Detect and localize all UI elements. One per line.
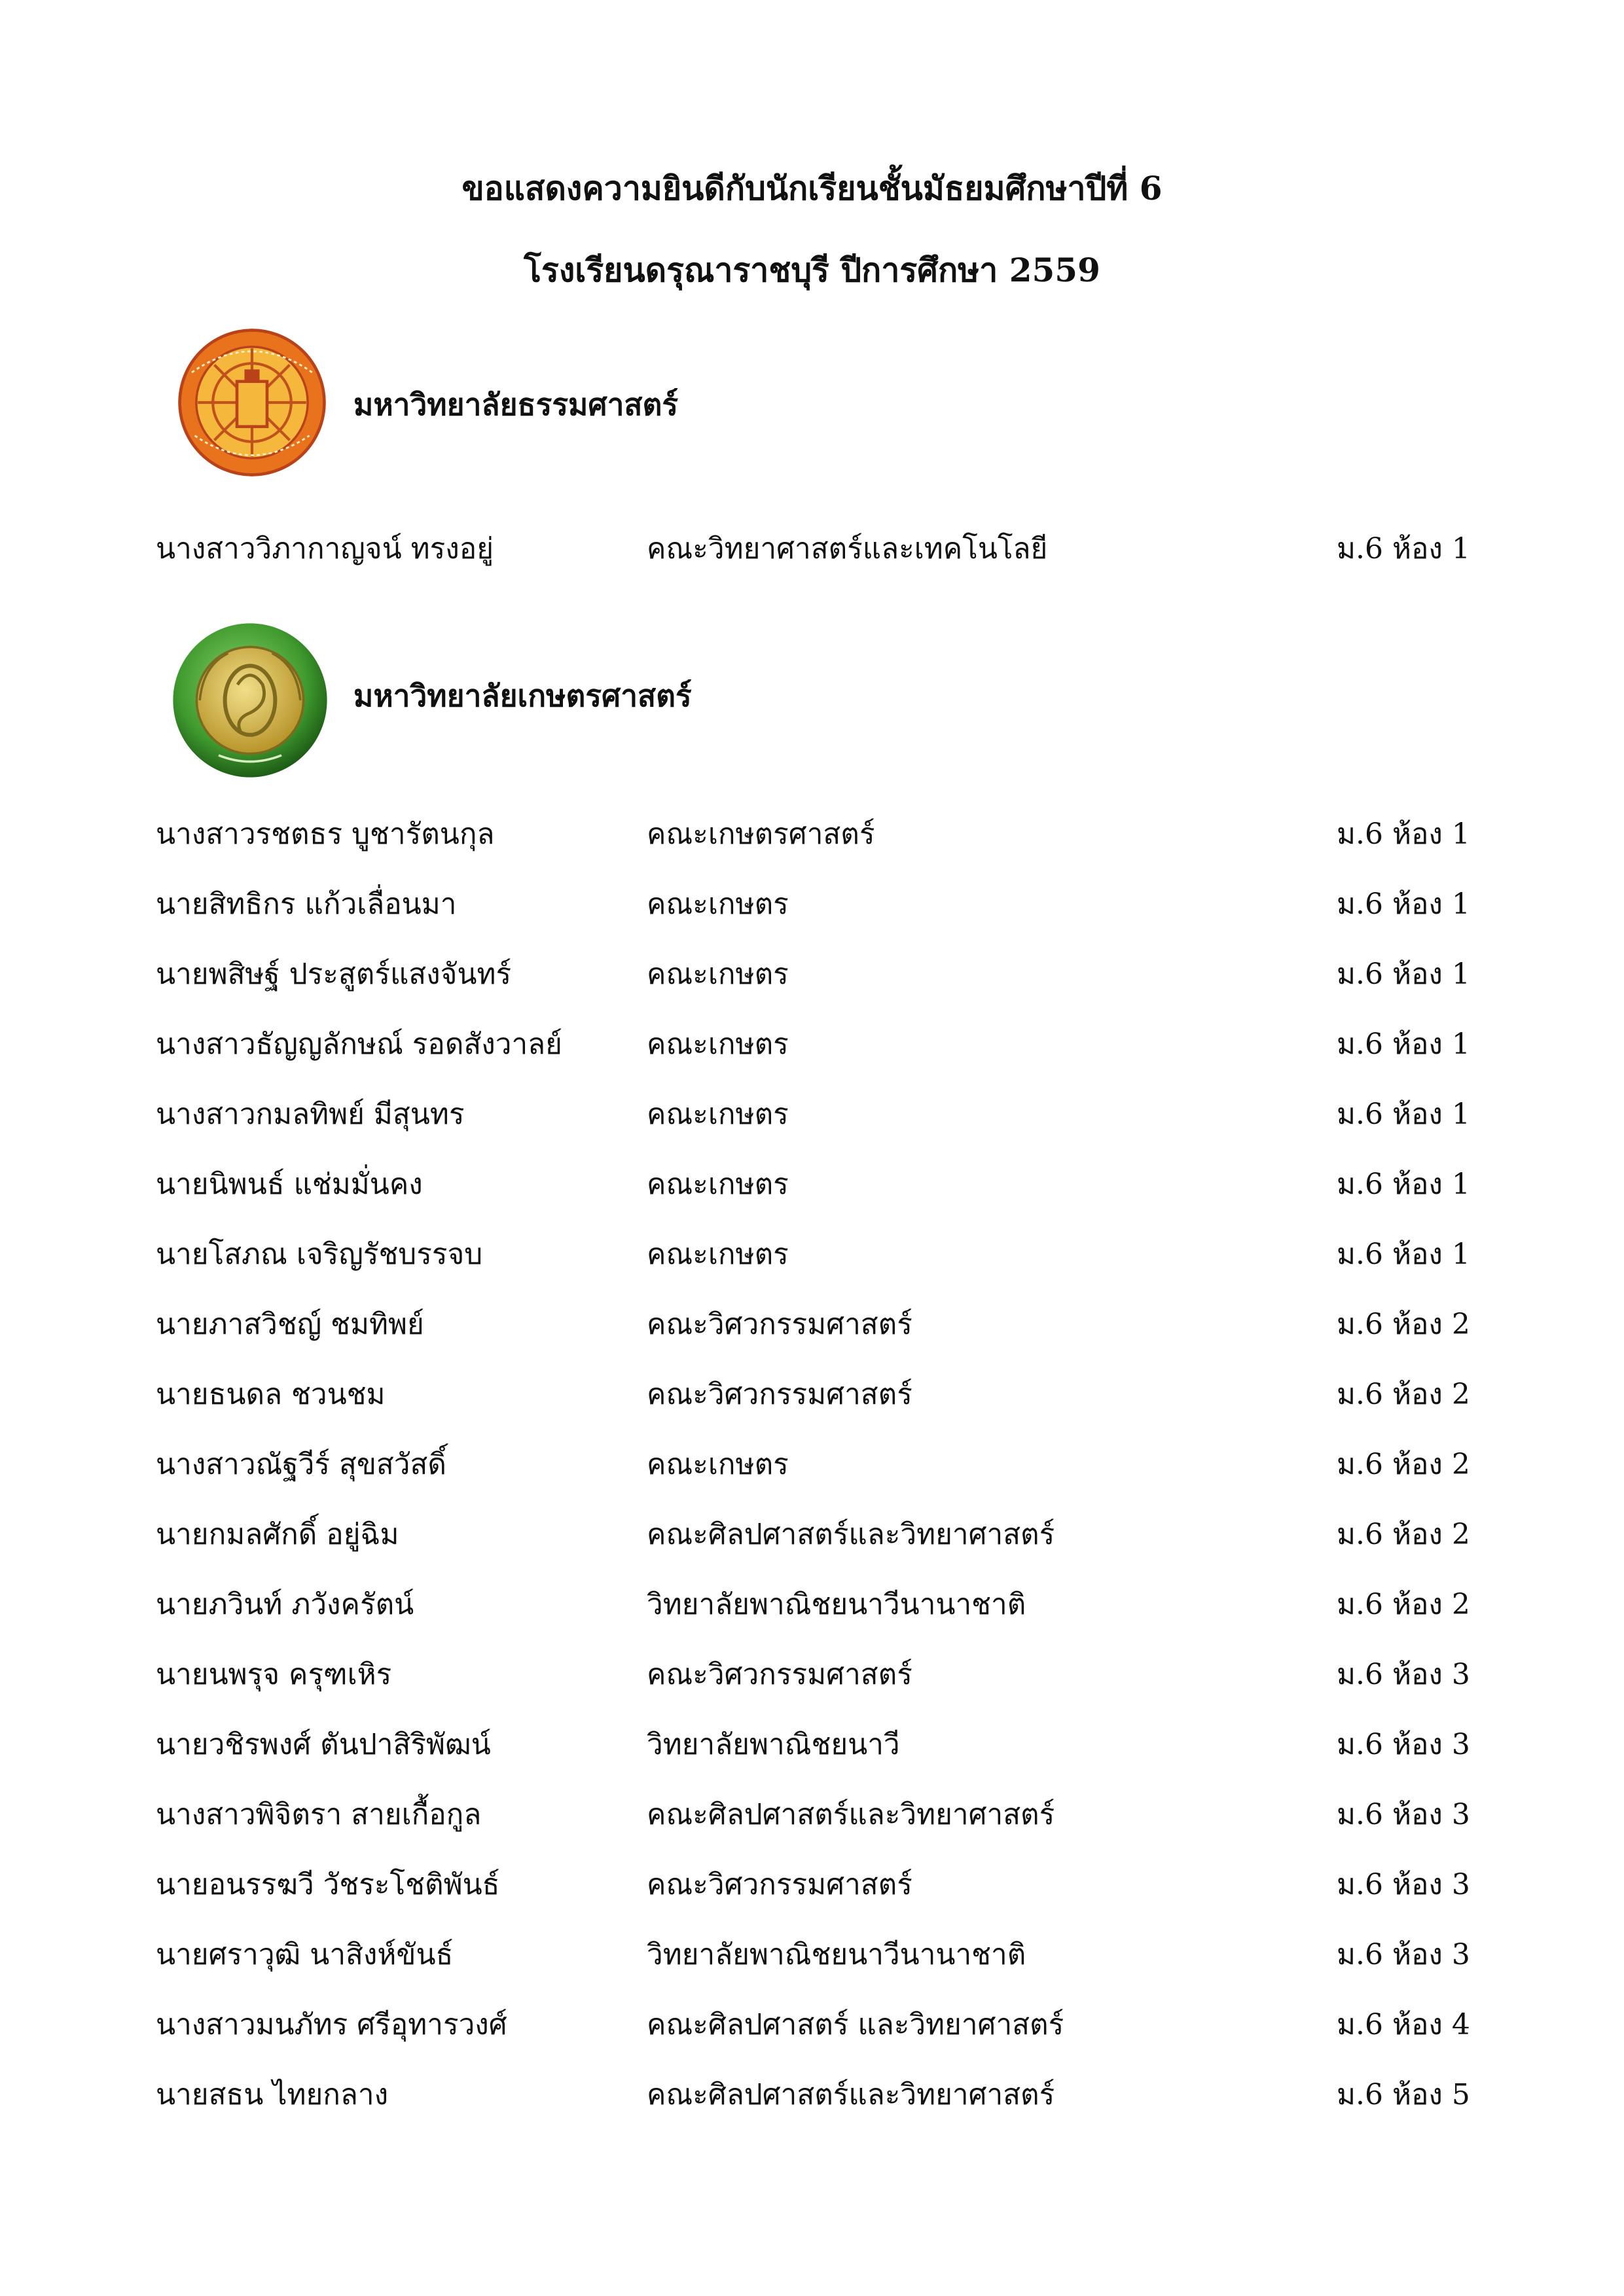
student-class: ม.6 ห้อง 2: [1337, 1448, 1470, 1481]
student-faculty: คณะเกษตร: [647, 958, 789, 991]
student-name: นายกมลศักดิ์ อยู่ฉิม: [156, 1518, 399, 1551]
student-faculty: วิทยาลัยพาณิชยนาวีนานาชาติ: [647, 1588, 1026, 1621]
page-title: ขอแสดงความยินดีกับนักเรียนชั้นมัธยมศึกษาปีที่ 6: [461, 169, 1163, 207]
university-section-thammasat: [177, 327, 962, 478]
student-class: ม.6 ห้อง 5: [1337, 2078, 1470, 2111]
student-name: นายโสภณ เจริญรัชบรรจบ: [156, 1238, 483, 1271]
student-faculty: คณะวิศวกรรมศาสตร์: [647, 1868, 912, 1901]
student-row: [0, 1655, 1624, 1695]
university-name: มหาวิทยาลัยธรรมศาสตร์: [353, 387, 679, 422]
student-name: นายพสิษฐ์ ประสูตร์แสงจันทร์: [156, 958, 512, 991]
student-class: ม.6 ห้อง 1: [1337, 888, 1470, 921]
student-name: นางสาวมนภัทร ศรีอุทารวงศ์: [156, 2008, 507, 2041]
student-faculty: คณะเกษตร: [647, 1168, 789, 1201]
student-name: นายภวินท์ ภวังครัตน์: [156, 1588, 414, 1621]
student-row: [0, 2005, 1624, 2045]
university-section-kasetsart: [171, 622, 957, 772]
student-class: ม.6 ห้อง 3: [1337, 1798, 1470, 1831]
student-row: [0, 955, 1624, 994]
kasetsart-seal-icon: [171, 622, 329, 779]
student-faculty: วิทยาลัยพาณิชยนาวี: [647, 1728, 900, 1761]
page-subtitle: โรงเรียนดรุณาราชบุรี ปีการศึกษา 2559: [524, 251, 1100, 289]
student-class: ม.6 ห้อง 2: [1337, 1378, 1470, 1411]
student-class: ม.6 ห้อง 3: [1337, 1868, 1470, 1901]
student-faculty: วิทยาลัยพาณิชยนาวีนานาชาติ: [647, 1938, 1026, 1971]
student-row: [0, 1165, 1624, 1204]
thammasat-seal-icon: [177, 327, 327, 478]
student-faculty: คณะเกษตร: [647, 888, 789, 921]
student-faculty: คณะศิลปศาสตร์และวิทยาศาสตร์: [647, 1798, 1055, 1831]
student-row: [0, 815, 1624, 854]
student-name: นางสาวพิจิตรา สายเกื้อกูล: [156, 1798, 482, 1831]
student-name: นางสาวณัฐวีร์ สุขสวัสดิ์: [156, 1448, 446, 1481]
student-name: นายศราวุฒิ นาสิงห์ขันธ์: [156, 1938, 454, 1971]
student-row: [0, 529, 1624, 569]
student-faculty: คณะวิศวกรรมศาสตร์: [647, 1378, 912, 1411]
student-class: ม.6 ห้อง 1: [1337, 532, 1470, 565]
student-faculty: คณะศิลปศาสตร์ และวิทยาศาสตร์: [647, 2008, 1064, 2041]
student-name: นายธนดล ชวนชม: [156, 1378, 386, 1411]
student-faculty: คณะเกษตร: [647, 1098, 789, 1131]
student-faculty: คณะเกษตรศาสตร์: [647, 817, 875, 851]
student-row: [0, 1585, 1624, 1624]
student-class: ม.6 ห้อง 2: [1337, 1308, 1470, 1341]
student-row: [0, 1235, 1624, 1274]
student-class: ม.6 ห้อง 1: [1337, 1168, 1470, 1201]
student-name: นายอนรรฆวี วัชระโชติพันธ์: [156, 1868, 500, 1901]
student-name: นายวชิรพงศ์ ตันปาสิริพัฒน์: [156, 1728, 491, 1761]
student-row: [0, 1865, 1624, 1905]
student-row: [0, 2075, 1624, 2115]
student-faculty: คณะเกษตร: [647, 1028, 789, 1061]
student-name: นางสาวกมลทิพย์ มีสุนทร: [156, 1098, 465, 1131]
student-name: นายสิทธิกร แก้วเลื่อนมา: [156, 888, 457, 921]
student-class: ม.6 ห้อง 3: [1337, 1658, 1470, 1691]
student-faculty: คณะเกษตร: [647, 1448, 789, 1481]
student-row: [0, 1795, 1624, 1835]
student-name: นางสาวรชตธร บูชารัตนกุล: [156, 817, 495, 851]
student-name: นายสธน ไทยกลาง: [156, 2078, 389, 2111]
student-row: [0, 1025, 1624, 1064]
student-row: [0, 1515, 1624, 1554]
student-class: ม.6 ห้อง 2: [1337, 1588, 1470, 1621]
student-class: ม.6 ห้อง 1: [1337, 1028, 1470, 1061]
student-row: [0, 885, 1624, 924]
student-class: ม.6 ห้อง 2: [1337, 1518, 1470, 1551]
student-faculty: คณะเกษตร: [647, 1238, 789, 1271]
student-faculty: คณะศิลปศาสตร์และวิทยาศาสตร์: [647, 2078, 1055, 2111]
student-row: [0, 1725, 1624, 1765]
student-name: นายภาสวิชญ์ ชมทิพย์: [156, 1308, 424, 1341]
student-faculty: คณะวิทยาศาสตร์และเทคโนโลยี: [647, 532, 1048, 565]
student-row: [0, 1375, 1624, 1414]
student-class: ม.6 ห้อง 3: [1337, 1728, 1470, 1761]
student-class: ม.6 ห้อง 1: [1337, 1238, 1470, 1271]
student-class: ม.6 ห้อง 3: [1337, 1938, 1470, 1971]
student-class: ม.6 ห้อง 1: [1337, 817, 1470, 851]
student-class: ม.6 ห้อง 4: [1337, 2008, 1470, 2041]
university-name: มหาวิทยาลัยเกษตรศาสตร์: [353, 678, 692, 713]
student-class: ม.6 ห้อง 1: [1337, 1098, 1470, 1131]
student-row: [0, 1935, 1624, 1975]
student-row: [0, 1305, 1624, 1344]
student-faculty: คณะวิศวกรรมศาสตร์: [647, 1658, 912, 1691]
student-class: ม.6 ห้อง 1: [1337, 958, 1470, 991]
student-faculty: คณะวิศวกรรมศาสตร์: [647, 1308, 912, 1341]
student-faculty: คณะศิลปศาสตร์และวิทยาศาสตร์: [647, 1518, 1055, 1551]
student-name: นายนิพนธ์ แช่มมั่นคง: [156, 1168, 423, 1201]
student-row: [0, 1095, 1624, 1134]
student-row: [0, 1445, 1624, 1484]
student-name: นางสาววิภากาญจน์ ทรงอยู่: [156, 532, 494, 565]
student-name: นายนพรุจ ครุฑเหิร: [156, 1658, 392, 1691]
student-name: นางสาวธัญญลักษณ์ รอดสังวาลย์: [156, 1028, 562, 1061]
